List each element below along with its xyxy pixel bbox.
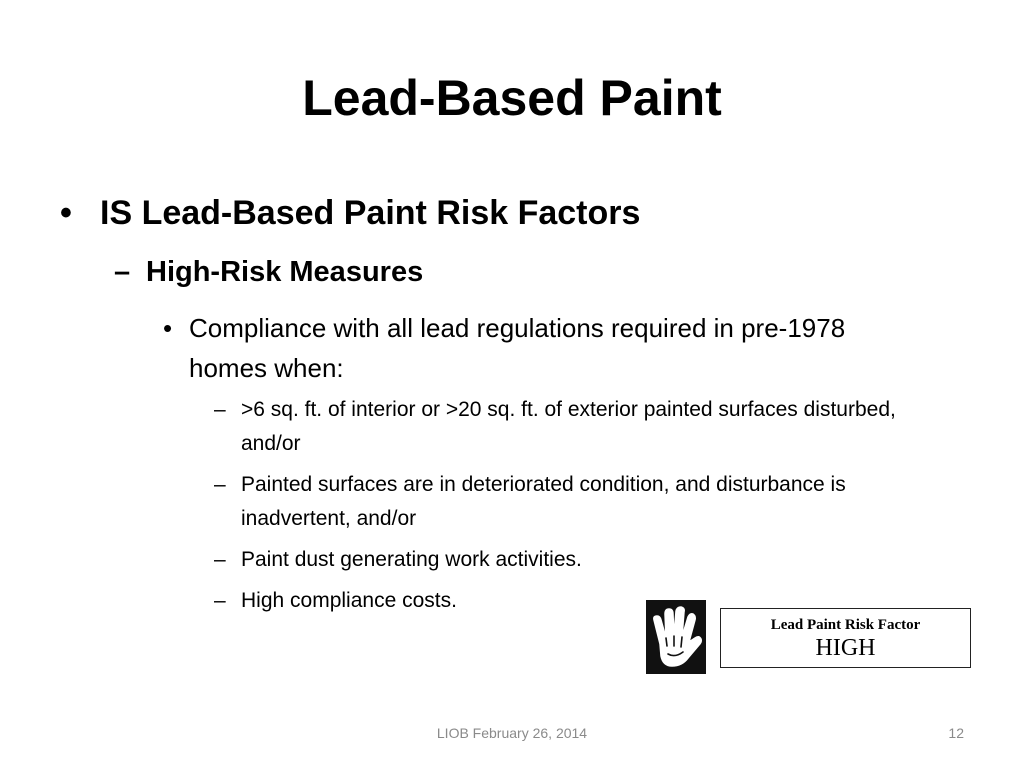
heading-text: IS Lead-Based Paint Risk Factors: [100, 194, 641, 232]
bullet-glyph: •: [60, 194, 72, 232]
dash-glyph: –: [214, 589, 226, 612]
sub-point-item: [214, 543, 954, 577]
main-point-text: Compliance with all lead regulations required in pre-1978 homes when:: [189, 313, 846, 383]
dash-glyph: –: [214, 473, 226, 496]
hand-icon: [646, 600, 706, 674]
sub-point-item: [214, 468, 954, 536]
dash-glyph: –: [214, 398, 226, 421]
slide-title: Lead-Based Paint: [302, 70, 722, 126]
risk-factor-value: HIGH: [815, 635, 876, 661]
page-number: 12: [948, 725, 964, 741]
bullet-glyph: •: [163, 313, 173, 343]
sub-point-list: [214, 393, 954, 625]
risk-factor-label: Lead Paint Risk Factor: [770, 617, 921, 633]
sub-point-text: >6 sq. ft. of interior or >20 sq. ft. of exterior painted surfaces disturbed, and/or: [241, 398, 896, 455]
dash-glyph: –: [214, 548, 226, 571]
dash-glyph: –: [114, 256, 131, 288]
risk-factor-box: [720, 608, 971, 668]
sub-point-text: Paint dust generating work activities.: [241, 548, 582, 571]
sub-point-text: Painted surfaces are in deteriorated condition, and disturbance is inadvertent, and/or: [241, 473, 846, 530]
subheading-text: High-Risk Measures: [146, 256, 424, 288]
footer-date: LIOB February 26, 2014: [436, 725, 588, 741]
sub-point-text: High compliance costs.: [241, 589, 457, 612]
sub-point-item: [214, 393, 954, 461]
